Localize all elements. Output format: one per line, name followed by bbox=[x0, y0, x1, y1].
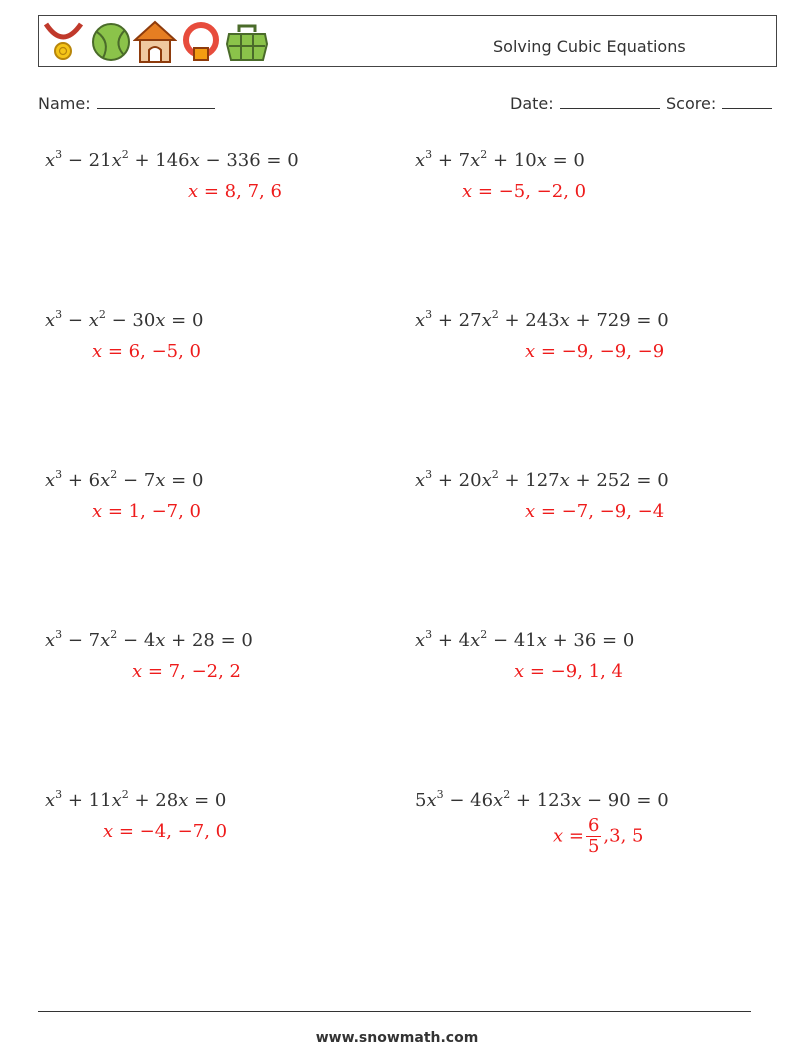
name-label: Name: bbox=[38, 94, 91, 113]
problem-3-answer: x = 6, −5, 0 bbox=[92, 341, 202, 362]
problem-7-equation: $x^3 - 7x^2 - 4x + 28 = 0$ bbox=[45, 628, 253, 651]
problem-7-answer: x = 7, −2, 2 bbox=[132, 661, 242, 682]
fraction-numerator: 6 bbox=[587, 815, 600, 836]
worksheet-header bbox=[38, 15, 777, 67]
problem-10-answer bbox=[553, 816, 644, 857]
problem-5-equation: $x^3 + 6x^2 - 7x = 0$ bbox=[45, 468, 204, 491]
problem-2-equation: $x^3 + 7x^2 + 10x = 0$ bbox=[415, 148, 585, 171]
problem-1-answer: x = 8, 7, 6 bbox=[188, 181, 282, 202]
problem-10-answer-prefix: x = bbox=[553, 825, 584, 847]
date-field[interactable] bbox=[510, 94, 660, 113]
problem-10-equation: $5x^3 - 46x^2 + 123x - 90 = 0$ bbox=[415, 788, 669, 811]
date-blank[interactable] bbox=[560, 94, 660, 109]
date-label: Date: bbox=[510, 94, 554, 113]
doghouse-icon bbox=[133, 20, 177, 64]
score-field[interactable] bbox=[666, 94, 772, 113]
problem-10-fraction bbox=[586, 816, 601, 857]
problem-9-equation: $x^3 + 11x^2 + 28x = 0$ bbox=[45, 788, 227, 811]
score-blank[interactable] bbox=[722, 94, 772, 109]
problem-9-answer: x = −4, −7, 0 bbox=[103, 821, 228, 842]
medal-icon bbox=[43, 20, 87, 64]
problem-5-answer: x = 1, −7, 0 bbox=[92, 501, 202, 522]
problem-10-answer-rest: ,3, 5 bbox=[603, 825, 644, 847]
problem-2-answer: x = −5, −2, 0 bbox=[462, 181, 587, 202]
problem-8-answer: x = −9, 1, 4 bbox=[514, 661, 624, 682]
fraction-denominator: 5 bbox=[587, 836, 600, 857]
worksheet-title: Solving Cubic Equations bbox=[493, 37, 686, 56]
problem-8-equation: $x^3 + 4x^2 - 41x + 36 = 0$ bbox=[415, 628, 635, 651]
name-blank[interactable] bbox=[97, 94, 215, 109]
problem-1-equation: $x^3 - 21x^2 + 146x - 336 = 0$ bbox=[45, 148, 299, 171]
score-label: Score: bbox=[666, 94, 717, 113]
basket-icon bbox=[225, 20, 269, 64]
footer-divider bbox=[38, 1011, 751, 1012]
problem-6-equation: $x^3 + 20x^2 + 127x + 252 = 0$ bbox=[415, 468, 669, 491]
problem-6-answer: x = −7, −9, −4 bbox=[525, 501, 665, 522]
tennis-ball-icon bbox=[89, 20, 133, 64]
footer-site[interactable]: www.snowmath.com bbox=[315, 1030, 479, 1046]
ring-icon bbox=[179, 20, 223, 64]
name-field[interactable] bbox=[38, 94, 215, 113]
problem-3-equation: $x^3 - x^2 - 30x = 0$ bbox=[45, 308, 204, 331]
problem-4-equation: $x^3 + 27x^2 + 243x + 729 = 0$ bbox=[415, 308, 669, 331]
problem-4-answer: x = −9, −9, −9 bbox=[525, 341, 665, 362]
